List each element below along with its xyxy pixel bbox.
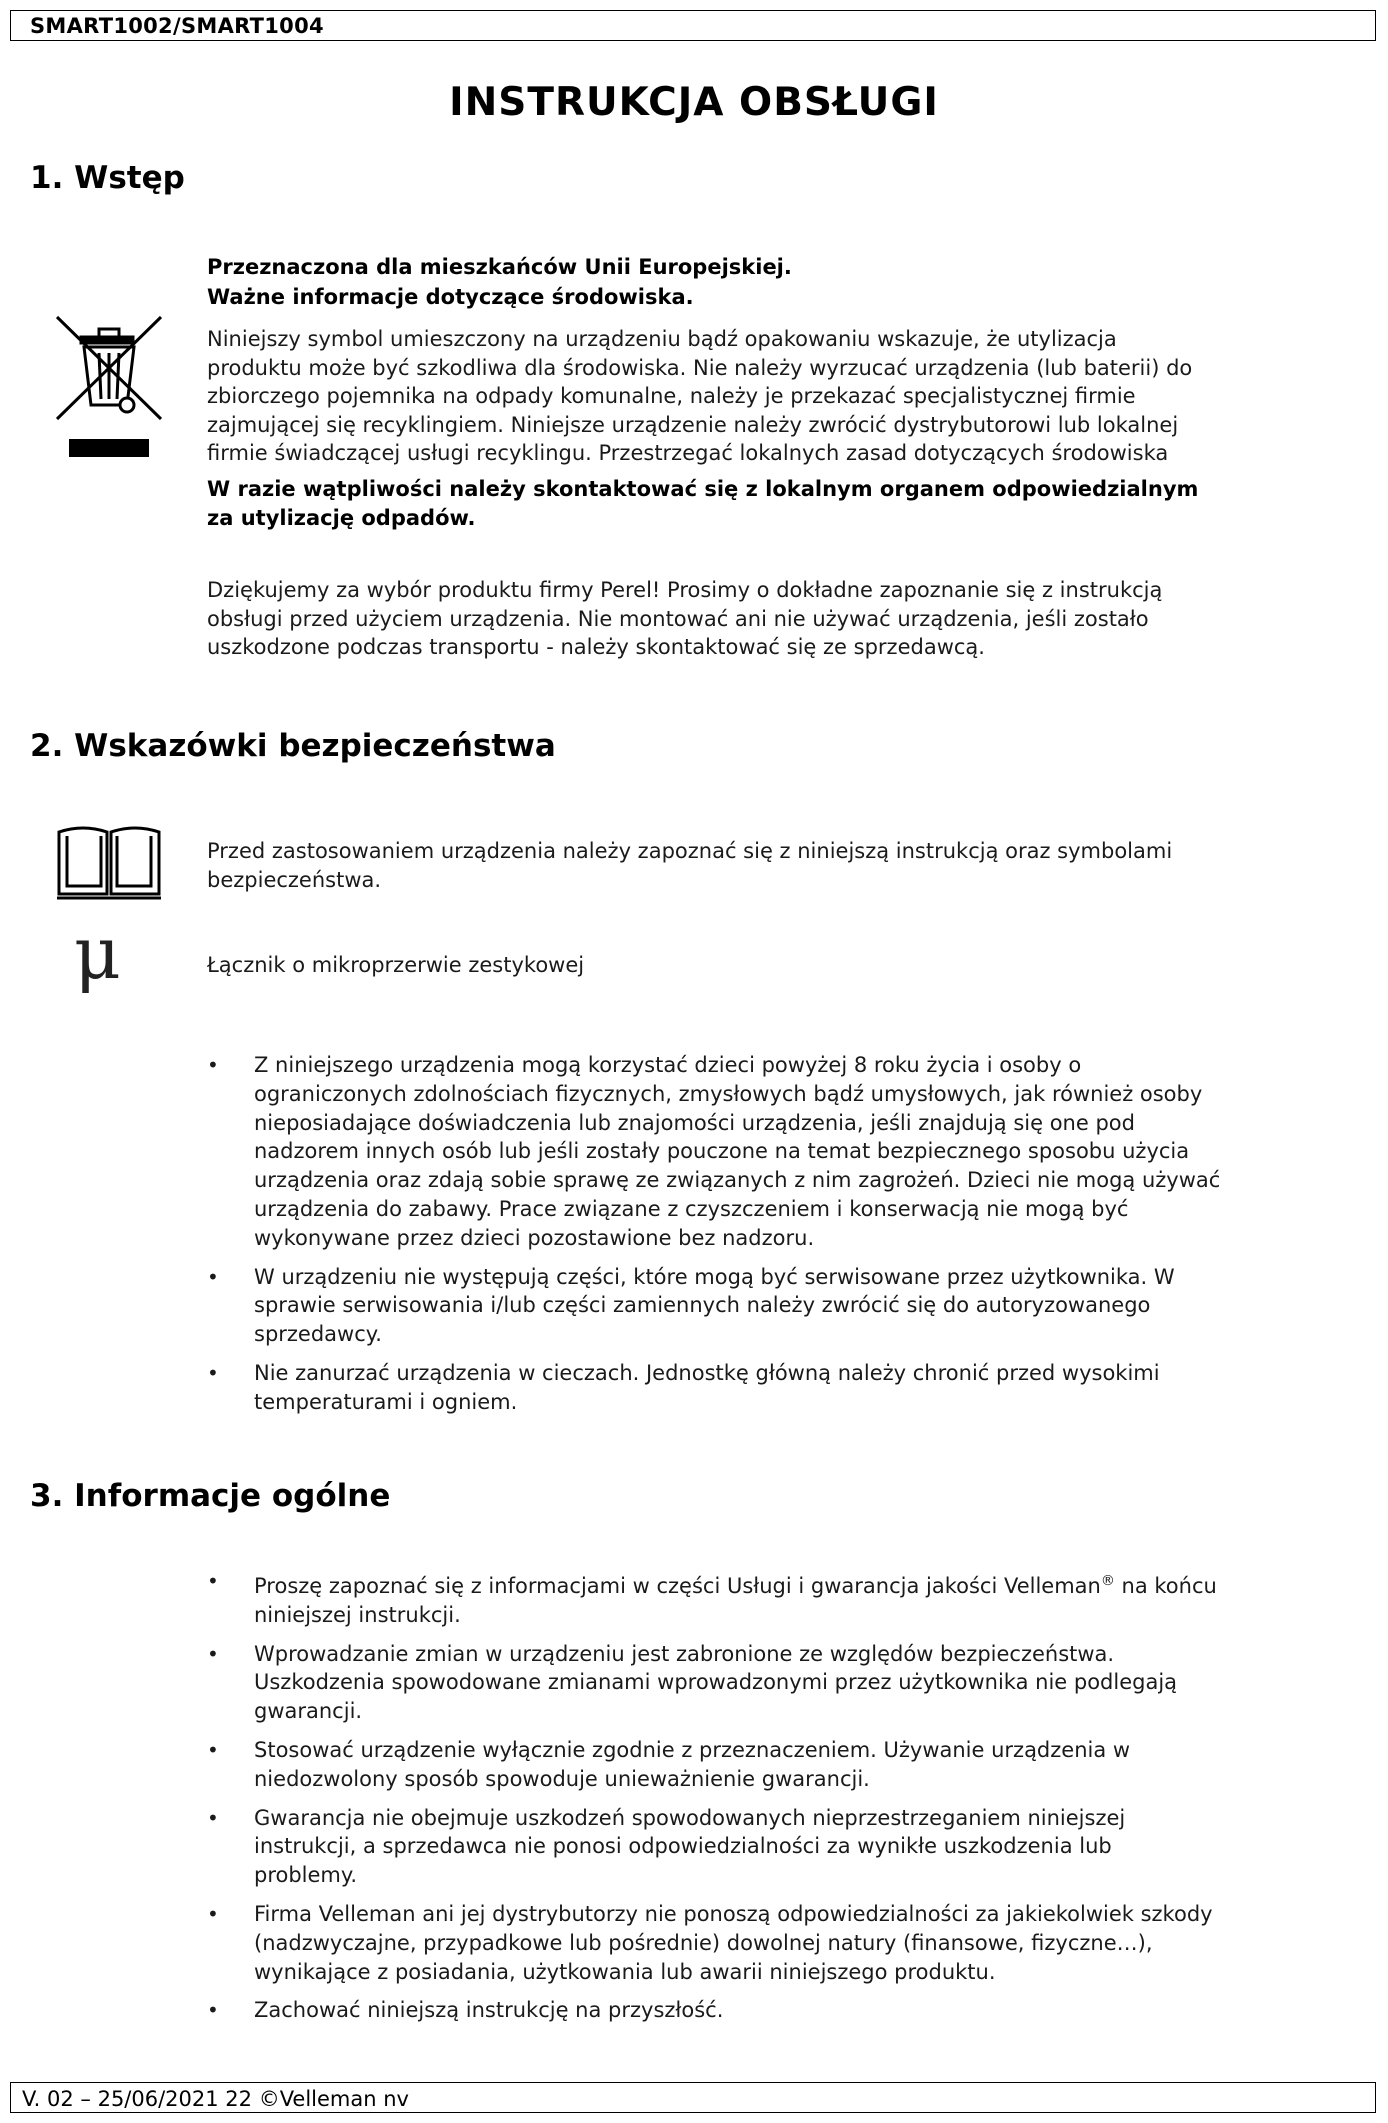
text-line: • Gwarancja nie obejmuje uszkodzeń spowodowanych nieprzestrzeganiem niniejszej	[254, 1805, 1126, 1830]
text-line: • W urządzeniu nie występują części, które mogą być serwisowane przez użytkownika. W	[254, 1264, 1175, 1289]
text-line: sprzedawcy.	[254, 1322, 382, 1347]
text-line: sprawie serwisowania i/lub części zamiennych należy zwrócić się do autoryzowanego	[254, 1293, 1151, 1318]
list-item	[207, 1051, 1220, 1253]
text-line: produktu może być szkodliwa dla środowiska. Nie należy wyrzucać urządzenia (lub baterii) do	[207, 355, 1193, 380]
text-line: • Z niniejszego urządzenia mogą korzystać dzieci powyżej 8 roku życia i osoby o	[254, 1053, 1082, 1077]
list-item	[207, 1996, 1217, 2025]
text-line: bezpieczeństwa.	[207, 867, 382, 892]
list-item	[207, 1640, 1217, 1726]
text-line: Niniejszy symbol umieszczony na urządzeniu bądź opakowaniu wskazuje, że utylizacja	[207, 327, 1117, 351]
env-heading: Ważne informacje dotyczące środowiska.	[207, 285, 694, 309]
text-line: Przed zastosowaniem urządzenia należy zapoznać się z niniejszą instrukcją oraz symbolami	[207, 839, 1173, 863]
text-line: Uszkodzenia spowodowane zmianami wprowadzonymi przez użytkownika nie podlegają	[254, 1670, 1178, 1695]
section2-heading: 2. Wskazówki bezpieczeństwa	[30, 728, 556, 764]
registered-mark: ®	[1100, 1573, 1115, 1589]
contact-paragraph	[207, 475, 1198, 532]
text-line: ograniczonych zdolnościach fizycznych, zmysłowych bądź umysłowych, jak również osoby	[254, 1081, 1203, 1106]
text-line: wykonywane przez dzieci pozostawione bez nadzoru.	[254, 1225, 815, 1250]
text-line: niniejszej instrukcji.	[254, 1602, 461, 1627]
text-line: temperaturami i ogniem.	[254, 1389, 518, 1414]
text-line: obsługi przed użyciem urządzenia. Nie montować ani nie używać urządzenia, jeśli zostało	[207, 606, 1149, 631]
footer-version: V. 02 – 25/06/2021 22 ©Velleman nv	[22, 2087, 409, 2111]
text-line: • Proszę zapoznać się z informacjami w części Usługi i gwarancja jakości Velleman® na końcu	[254, 1573, 1217, 1598]
text-line: niedozwolony sposób spowoduje unieważnienie gwarancji.	[254, 1766, 870, 1791]
text-line: nieposiadające doświadczenia lub znajomości urządzenia, jeśli znajdują się one pod	[254, 1110, 1135, 1135]
text-line: urządzenia oraz zdają sobie sprawę ze związanych z nim zagrożeń. Dzieci nie mogą używać	[254, 1168, 1221, 1193]
eu-heading: Przeznaczona dla mieszkańców Unii Europejskiej.	[207, 255, 792, 279]
text-line: • Nie zanurzać urządzenia w cieczach. Jednostkę główną należy chronić przed wysokimi	[254, 1360, 1160, 1385]
text-line: gwarancji.	[254, 1699, 363, 1724]
list-item	[207, 1567, 1217, 1630]
text-line: (nadzwyczajne, przypadkowe lub pośrednie) dowolnej natury (finansowe, fizyczne…),	[254, 1930, 1153, 1955]
list-item	[207, 1736, 1217, 1794]
text-line: zbiorczego pojemnika na odpady komunalne, należy je przekazać specjalistycznej firmie	[207, 384, 1136, 408]
text-line: za utylizację odpadów.	[207, 505, 476, 530]
section3-heading: 3. Informacje ogólne	[30, 1478, 391, 1514]
env-paragraph	[207, 325, 1192, 468]
section1-heading: 1. Wstęp	[30, 160, 185, 196]
read-manual-book-icon	[55, 822, 163, 902]
text-line: firmie świadczącej usługi recyklingu. Przestrzegać lokalnych zasad dotyczących środowiska	[207, 441, 1169, 465]
text-line: Dziękujemy za wybór produktu firmy Perel! Prosimy o dokładne zapoznanie się z instrukcją	[207, 578, 1163, 602]
thanks-paragraph	[207, 576, 1162, 662]
list-item	[207, 1900, 1217, 1986]
list-item	[207, 1263, 1220, 1349]
text-line: • Firma Velleman ani jej dystrybutorzy nie ponoszą odpowiedzialności za jakiekolwiek szkody	[254, 1901, 1213, 1926]
weee-bin-icon	[55, 315, 165, 461]
list-item	[207, 1359, 1220, 1417]
read-manual-text	[207, 837, 1172, 894]
text-line: • Zachować niniejszą instrukcję na przyszłość.	[254, 1998, 724, 2023]
text-line: zajmującej się recyklingiem. Niniejsze urządzenie należy zwrócić dystrybutorowi lub lokalnej	[207, 412, 1179, 437]
text-line: • Stosować urządzenie wyłącznie zgodnie z przeznaczeniem. Używanie urządzenia w	[254, 1737, 1131, 1762]
model-header: SMART1002/SMART1004	[30, 14, 324, 38]
page-title: INSTRUKCJA OBSŁUGI	[449, 80, 939, 125]
text-line: uszkodzone podczas transportu - należy skontaktować się ze sprzedawcą.	[207, 635, 985, 659]
text-line: instrukcji, a sprzedawca nie ponosi odpowiedzialności za wynikłe uszkodzenia lub	[254, 1834, 1112, 1859]
text-line: W razie wątpliwości należy skontaktować się z lokalnym organem odpowiedzialnym	[207, 477, 1199, 501]
text-line: • Wprowadzanie zmian w urządzeniu jest zabronione ze względów bezpieczeństwa.	[254, 1641, 1115, 1666]
text-line: urządzenia do zabawy. Prace związane z czyszczeniem i konserwacją nie mogą być	[254, 1196, 1129, 1221]
micro-gap-text: Łącznik o mikroprzerwie zestykowej	[207, 953, 585, 977]
text-line: wynikające z posiadania, użytkowania lub awarii niniejszego produktu.	[254, 1959, 996, 1984]
micro-gap-icon: μ	[74, 911, 121, 995]
list-item	[207, 1804, 1217, 1890]
general-info-bullets	[207, 1567, 1217, 2025]
text-line: problemy.	[254, 1863, 358, 1888]
safety-bullets	[207, 1051, 1220, 1417]
text-line: nadzorem innych osób lub jeśli zostały pouczone na temat bezpiecznego sposobu użycia	[254, 1139, 1190, 1164]
